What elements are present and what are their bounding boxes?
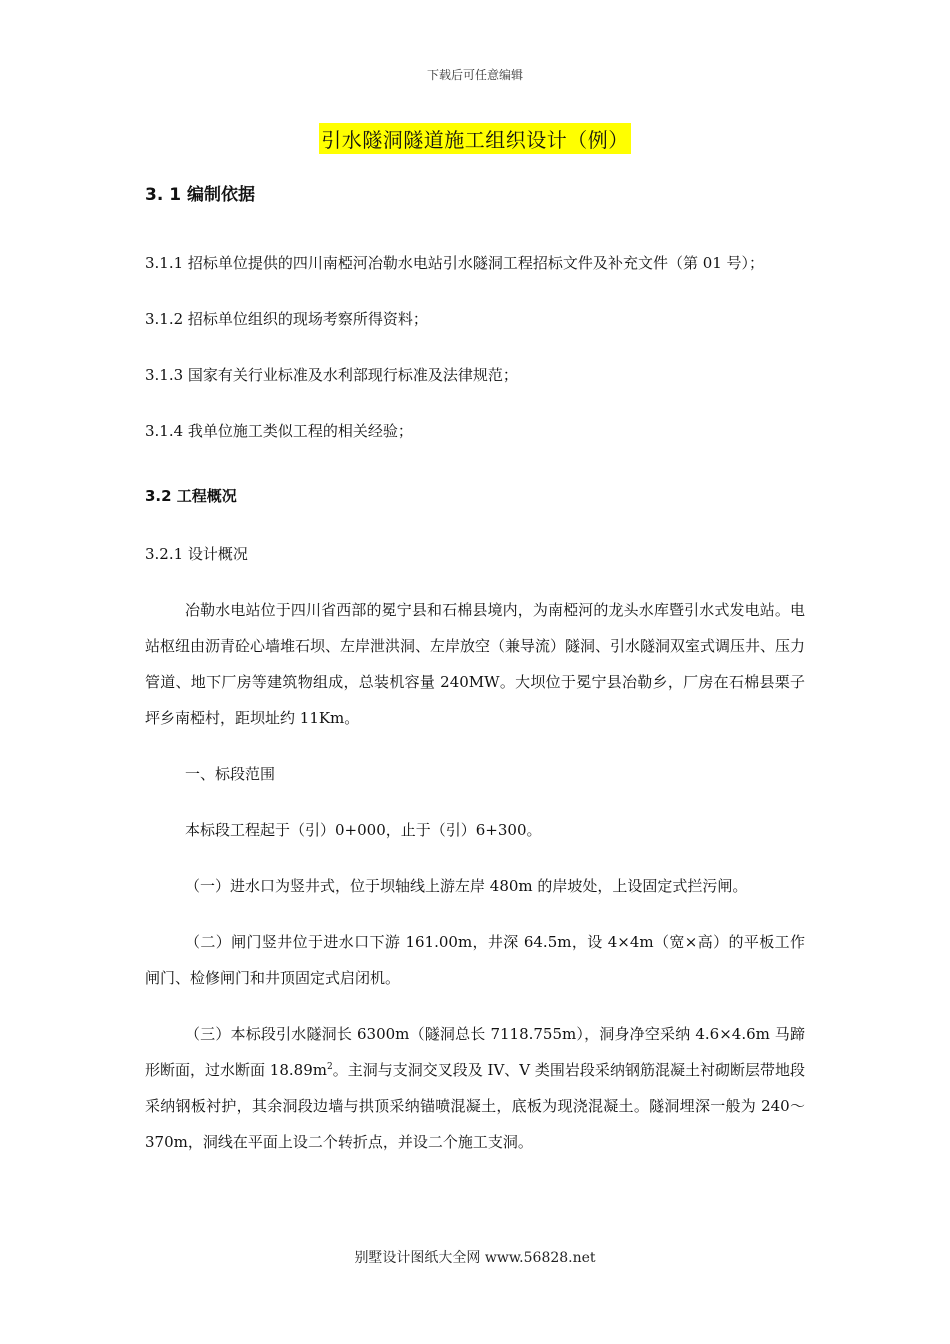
scope-heading: 一、标段范围	[185, 765, 276, 783]
page-footer: 别墅设计图纸大全网 www.56828.net	[354, 1250, 596, 1266]
scope-item-3-part-b: 。主洞与支洞交叉段及 IV、V 类围岩段采纳钢筋混凝土衬砌断层带地段采纳钢板衬护，其余洞段边墙与拱顶采纳锚喷混凝土，底板为现浇混凝土。隧洞埋深一般为 240～370m，洞线在平面上设二个转折点，并设二个施工支洞。	[145, 1061, 805, 1151]
item-3-1-1: 3.1.1 招标单位提供的四川南椏河冶勒水电站引水隧洞工程招标文件及补充文件（第 01 号）；	[145, 254, 765, 272]
item-3-1-2: 3.1.2 招标单位组织的现场考察所得资料；	[145, 310, 428, 328]
item-3-1-3: 3.1.3 国家有关行业标准及水利部现行标准及法律规范；	[145, 366, 518, 384]
section-heading-3-1: 3. 1 编制依据	[145, 185, 255, 205]
document-title: 引水隧洞隧道施工组织设计（例）	[319, 123, 631, 154]
page-header: 下载后可任意编辑	[426, 68, 523, 82]
design-overview-paragraph: 冶勒水电站位于四川省西部的冕宁县和石棉县境内，为南椏河的龙头水库暨引水式发电站。电站枢纽由沥青砼心墙堆石坝、左岸泄洪洞、左岸放空（兼导流）隧洞、引水隧洞双室式调压井、压力管道、地下厂房等建筑物组成，总装机容量 240MW。大坝位于冕宁县冶勒乡，厂房在石棉县栗子坪乡南椏村，距坝址约 11Km。	[145, 601, 806, 727]
subsection-3-2-1: 3.2.1 设计概况	[145, 545, 248, 563]
section-heading-3-2: 3.2 工程概况	[145, 487, 237, 505]
scope-item-3	[145, 1016, 805, 1160]
item-3-1-4: 3.1.4 我单位施工类似工程的相关经验；	[145, 422, 413, 440]
scope-item-2: （二）闸门竖井位于进水口下游 161.00m，井深 64.5m，设 4×4m（宽×高）的平板工作闸门、检修闸门和井顶固定式启闭机。	[145, 933, 805, 987]
document-body	[145, 180, 805, 1160]
scope-item-1: （一）进水口为竖井式，位于坝轴线上游左岸 480m 的岸坡处，上设固定式拦污闸。	[185, 877, 748, 895]
scope-text: 本标段工程起于（引）0+000，止于（引）6+300。	[185, 821, 542, 839]
superscript-2: 2	[326, 1062, 333, 1072]
scope-item-3-part-a: （三）本标段引水隧洞长 6300m（隧洞总长 7118.755m），洞身净空采纳 4.6×4.6m 马蹄形断面，过水断面 18.89m	[145, 1025, 805, 1079]
title-wrap	[0, 123, 950, 154]
